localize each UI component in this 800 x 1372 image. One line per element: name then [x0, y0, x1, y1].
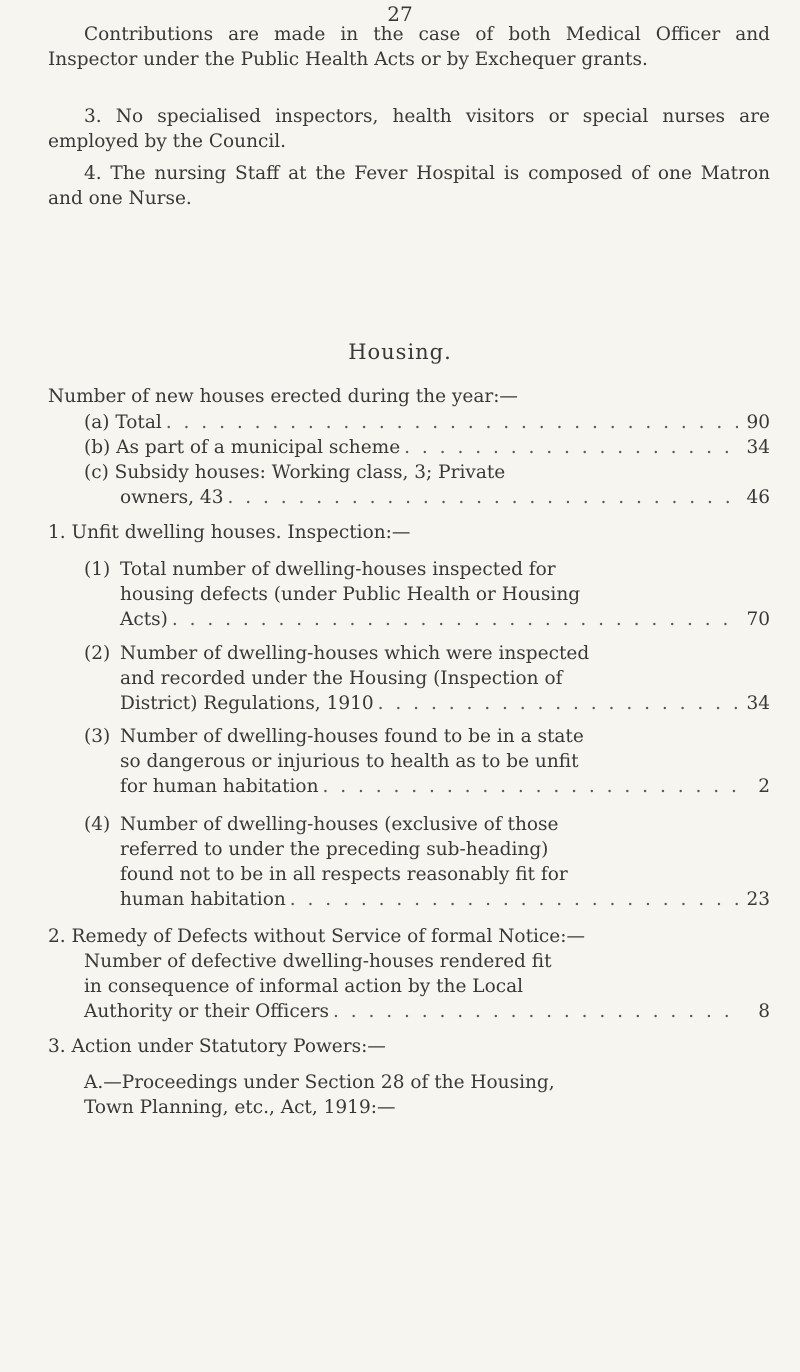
new-houses-intro: Number of new houses erected during the year:— [48, 386, 518, 407]
leader-dots [378, 691, 738, 716]
leader-dots [290, 887, 738, 912]
leader-dots [333, 999, 738, 1024]
remedy-row [84, 999, 770, 1024]
item-number: (4) [84, 814, 111, 835]
leader-dots [227, 485, 738, 510]
row-value: 2 [758, 776, 770, 797]
unfit-not-fit-row [120, 887, 770, 912]
row-label: Acts) [120, 609, 168, 630]
housing-heading: Housing. [348, 340, 452, 364]
unfit-recorded-row [120, 691, 770, 716]
row-value: 8 [758, 1001, 770, 1022]
row-label: District) Regulations, 1910 [120, 693, 374, 714]
row-value: 23 [746, 889, 770, 910]
specialised-staff-paragraph: 3. No specialised inspectors, health visitors or special nurses are employed by the Council. [48, 106, 770, 152]
new-houses-subsidy-line: (c) Subsidy houses: Working class, 3; Private [84, 462, 506, 483]
leader-dots [404, 435, 738, 460]
item-text-line: and recorded under the Housing (Inspection of [120, 668, 563, 689]
item-text-line: housing defects (under Public Health or Housing [120, 584, 581, 605]
item-text-line: Total number of dwelling-houses inspected for [120, 559, 556, 580]
item-text-line: referred to under the preceding sub-heading) [120, 839, 549, 860]
unfit-inspected-row [120, 607, 770, 632]
item-number: (1) [84, 559, 111, 580]
remedy-text-line: in consequence of informal action by the Local [84, 976, 524, 997]
new-houses-subsidy-row [120, 485, 770, 510]
remedy-text-line: Number of defective dwelling-houses rendered fit [84, 951, 552, 972]
item-text-line: Number of dwelling-houses (exclusive of those [120, 814, 559, 835]
row-label: (b) As part of a municipal scheme [84, 437, 401, 458]
row-value: 34 [746, 437, 770, 458]
remedy-title: 2. Remedy of Defects without Service of formal Notice:— [48, 926, 585, 947]
row-label: Authority or their Officers [84, 1001, 329, 1022]
unfit-dangerous-row [120, 774, 770, 799]
statutory-subsection-a: A.—Proceedings under Section 28 of the Housing, [84, 1072, 555, 1093]
row-value: 90 [746, 412, 770, 433]
item-text-line: so dangerous or injurious to health as to be unfit [120, 751, 579, 772]
contributions-paragraph: Contributions are made in the case of both Medical Officer and Inspector under the Public Health Acts or by Exchequer grants. [48, 24, 770, 70]
row-value: 70 [746, 609, 770, 630]
item-number: (2) [84, 643, 111, 664]
item-number: (3) [84, 726, 111, 747]
leader-dots [322, 774, 738, 799]
row-label: for human habitation [120, 776, 319, 797]
row-label: (a) Total [84, 412, 162, 433]
page-number: 27 [387, 2, 413, 26]
new-houses-total-row [84, 410, 770, 435]
new-houses-municipal-row [84, 435, 770, 460]
row-value: 34 [746, 693, 770, 714]
statutory-subsection-a-cont: Town Planning, etc., Act, 1919:— [84, 1097, 396, 1118]
item-text-line: Number of dwelling-houses found to be in a state [120, 726, 584, 747]
leader-dots [166, 410, 738, 435]
nursing-staff-paragraph: 4. The nursing Staff at the Fever Hospital is composed of one Matron and one Nurse. [48, 163, 770, 209]
statutory-title: 3. Action under Statutory Powers:— [48, 1036, 386, 1057]
leader-dots [172, 607, 738, 632]
item-text-line: Number of dwelling-houses which were inspected [120, 643, 590, 664]
unfit-houses-title: 1. Unfit dwelling houses. Inspection:— [48, 522, 411, 543]
row-label: human habitation [120, 889, 286, 910]
item-text-line: found not to be in all respects reasonably fit for [120, 864, 568, 885]
row-value: 46 [746, 487, 770, 508]
row-label: owners, 43 [120, 487, 224, 508]
